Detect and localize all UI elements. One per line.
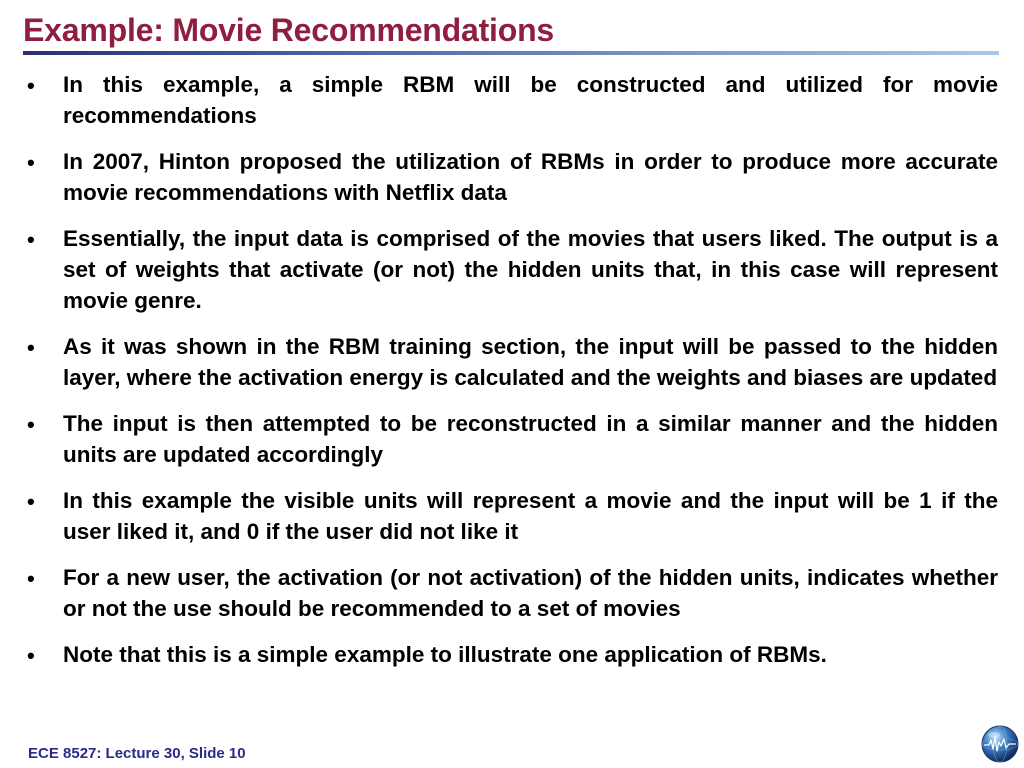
bullet-item <box>0 639 1024 670</box>
bullet-text: Note that this is a simple example to illustrate one application of RBMs. <box>63 642 827 667</box>
bullet-text: In 2007, Hinton proposed the utilization of RBMs in order to produce more accurate movie recommendations with Netflix data <box>63 149 998 205</box>
bullet-dot-icon: • <box>27 335 35 360</box>
bullet-dot-icon: • <box>27 489 35 514</box>
bullet-dot-icon: • <box>27 412 35 437</box>
bullet-item <box>0 223 1024 316</box>
title-underline <box>23 51 999 55</box>
bullet-text: In this example the visible units will represent a movie and the input will be 1 if the user liked it, and 0 if the user did not like it <box>63 488 998 544</box>
bullet-dot-icon: • <box>27 150 35 175</box>
bullet-list <box>0 69 1024 685</box>
bullet-dot-icon: • <box>27 227 35 252</box>
globe-logo-icon <box>980 724 1020 764</box>
bullet-dot-icon: • <box>27 566 35 591</box>
slide-title: Example: Movie Recommendations <box>23 12 555 48</box>
slide-footer: ECE 8527: Lecture 30, Slide 10 <box>28 745 246 762</box>
bullet-item <box>0 69 1024 131</box>
bullet-item <box>0 331 1024 393</box>
bullet-text: As it was shown in the RBM training section, the input will be passed to the hidden layer, where the activation energy is calculated and the weights and biases are updated <box>63 334 998 390</box>
bullet-dot-icon: • <box>27 643 35 668</box>
bullet-dot-icon: • <box>27 73 35 98</box>
bullet-item <box>0 485 1024 547</box>
bullet-item <box>0 562 1024 624</box>
bullet-item <box>0 146 1024 208</box>
bullet-item <box>0 408 1024 470</box>
bullet-text: Essentially, the input data is comprised of the movies that users liked. The output is a set of weights that activate (or not) the hidden units that, in this case will represent movie genre. <box>63 226 998 313</box>
bullet-text: For a new user, the activation (or not activation) of the hidden units, indicates whether or not the use should be recommended to a set of movies <box>63 565 998 621</box>
bullet-text: In this example, a simple RBM will be constructed and utilized for movie recommendations <box>63 72 998 128</box>
bullet-text: The input is then attempted to be reconstructed in a similar manner and the hidden units are updated accordingly <box>63 411 998 467</box>
